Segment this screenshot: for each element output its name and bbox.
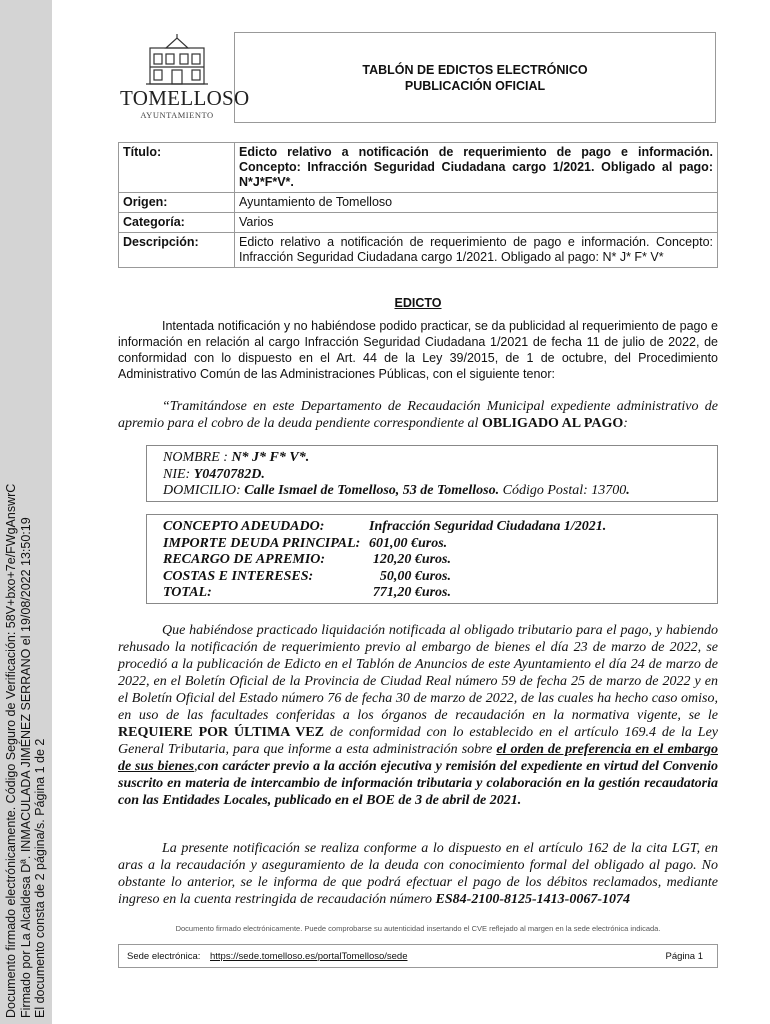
cp-end: . [626,483,630,498]
origen-label: Origen: [119,193,235,213]
importe-value: 601,00 €uros. [369,535,448,551]
meta-row-titulo [119,143,718,193]
p1-text-c: de conformidad con lo establecido en el artículo 169.4 de la Ley General Tributaria, para que informe a esta administración sobre [118,725,718,757]
nombre-line [163,450,701,467]
page-number: Página 1 [665,951,703,962]
signature-stamp [4,478,48,1018]
header-title: TABLÓN DE EDICTOS ELECTRÓNICO [362,63,588,77]
p1-comma: , [194,759,198,774]
quote-end: : [623,416,628,431]
p1-requiere: REQUIERE POR ÚLTIMA VEZ [118,725,324,740]
nie-line [163,467,701,484]
nie-label: NIE: [163,466,194,482]
p2-iban: ES84-2100-8125-1413-0067-1074 [435,892,630,907]
logo-subtitle: AYUNTAMIENTO [140,110,214,120]
logo-wordmark: TOMELLOSO [120,86,250,110]
recargo-row [163,552,701,569]
nombre-label: NOMBRE : [163,450,232,465]
meta-row-categoria [119,213,718,233]
footer-disclaimer: Documento firmado electrónicamente. Puede comprobarse su autenticidad insertando el CVE reflejado al margen en la sede electrónica indicada. [175,924,661,933]
descripcion-label: Descripción: [119,233,235,268]
titulo-label: Título: [119,143,235,193]
obligado-box [146,445,718,502]
recargo-label: RECARGO DE APREMIO: [163,552,326,567]
quote-text: “Tramitándose en este Departamento de Recaudación Municipal expediente administrativo de apremio para el cobro de la deuda pendiente correspondiente al [118,399,718,431]
recargo-value: 120,20 €uros. [372,552,451,567]
intro-paragraph: Intentada notificación y no habiéndose podido practicar, se da publicidad al requerimiento de pago e información en relación al cargo Infracción Seguridad Ciudadana 1/2021 de fecha 11 de julio de 2022, de conformidad con lo dispuesto en el Art. 44 de la Ley 39/2015, de 1 de octubre, del Procedimiento Administrativo Común de las Administraciones Públicas, con el siguiente tenor: [118,319,718,381]
stamp-line-1: Documento firmado electrónicamente. Código Seguro de Verificación: 58V+bxo+7e/FWgAnswrC [4,483,18,1018]
concepto-row [163,519,701,536]
meta-row-origen [119,193,718,213]
quote-paragraph [118,398,718,432]
total-row [163,585,701,602]
titulo-value: Edicto relativo a notificación de requerimiento de pago e información. Concepto: Infracción Seguridad Ciudadana cargo 1/2021. Obligado al pago: N*J*F*V*. [235,143,718,193]
edicto-title: EDICTO [394,296,442,310]
cp-label: Código Postal: [499,483,592,498]
metadata-table [118,142,718,268]
meta-row-descripcion [119,233,718,268]
footer-box [118,944,718,968]
header-subtitle: PUBLICACIÓN OFICIAL [404,79,546,93]
descripcion-value: Edicto relativo a notificación de requerimiento de pago e información. Concepto: Infracción Seguridad Ciudadana cargo 1/2021. Obligado al pago: N* J* F* V* [235,233,718,268]
sede-link[interactable]: https://sede.tomelloso.es/portalTomelloso/sede [210,951,408,962]
cp-value: 13700 [591,483,627,498]
town-hall-icon [120,34,234,86]
deuda-box [146,514,718,604]
domicilio-label: DOMICILIO: [163,483,245,498]
sede-label: Sede electrónica: [127,951,201,962]
origen-value: Ayuntamiento de Tomelloso [235,193,718,213]
stamp-line-3: El documento consta de 2 página/s. Página 1 de 2 [33,738,47,1018]
domicilio-value: Calle Ismael de Tomelloso, 53 de Tomelloso. [244,483,500,498]
body-paragraph-1 [118,622,718,809]
p1-text-f: con carácter previo a la acción ejecutiva y remisión del expediente en virtud del Convenio suscrito en materia de intercambio de información tributaria y colaboración en la gestión recaudatoria con las Entidades Locales, publicado en el BOE de 3 de abril de 2021. [118,759,719,808]
concepto-value: Infracción Seguridad Ciudadana 1/2021. [369,519,607,534]
p2-text-a: La presente notificación se realiza conforme a lo dispuesto en el artículo 162 de la cita LGT, en aras a la recaudación y aseguramiento de la deuda con conocimiento formal del obligado al pago. No obstante lo anterior, se le informa de que podrá efectuar el pago de los débitos reclamados, mediante ingreso en la cuenta restringida de recaudación número [118,841,718,907]
costas-label: COSTAS E INTERESES: [163,568,314,584]
p1-text-a: Que habiéndose practicado liquidación notificada al obligado tributario para el pago, y habiendo rehusado la notificación de requerimiento previo al embargo de bienes el día 23 de marzo de 2022, se procedió a la publicación de Edicto en el Tablón de Anuncios de este Ayuntamiento el día 24 de marzo de 2022, en el Boletín Oficial de la Provincia de Ciudad Real número 59 de fecha 25 de marzo de 2022 y en el Boletín Oficial del Estado número 76 de fecha 30 de marzo de 2022, de las cuales ha hecho caso omiso, en uso de las facultades conferidas a los órganos de recaudación en la normativa vigente, se le [118,623,718,723]
importe-label: IMPORTE DEUDA PRINCIPAL: [163,535,361,551]
costas-value: 50,00 €uros. [379,568,451,584]
total-label: TOTAL: [163,585,212,600]
tomelloso-logo [120,34,250,124]
stamp-line-2: Firmado por La Alcaldesa Dª. INMACULADA JIMÉNEZ SERRANO el 19/08/2022 13:50:19 [18,517,33,1018]
categoria-value: Varios [235,213,718,233]
nombre-value: N* J* F* V*. [231,450,310,465]
categoria-label: Categoría: [119,213,235,233]
concepto-label: CONCEPTO ADEUDADO: [163,519,325,534]
quote-bold: OBLIGADO AL PAGO [481,416,624,431]
importe-row [163,536,701,553]
total-value: 771,20 €uros. [372,585,451,600]
body-paragraph-2 [118,840,718,908]
header-box [234,32,716,123]
nie-value: Y0470782D. [193,466,265,482]
p1-orden-preferencia: el orden de preferencia en el embargo de sus bienes [118,742,718,774]
costas-row [163,569,701,586]
domicilio-line [163,483,701,500]
